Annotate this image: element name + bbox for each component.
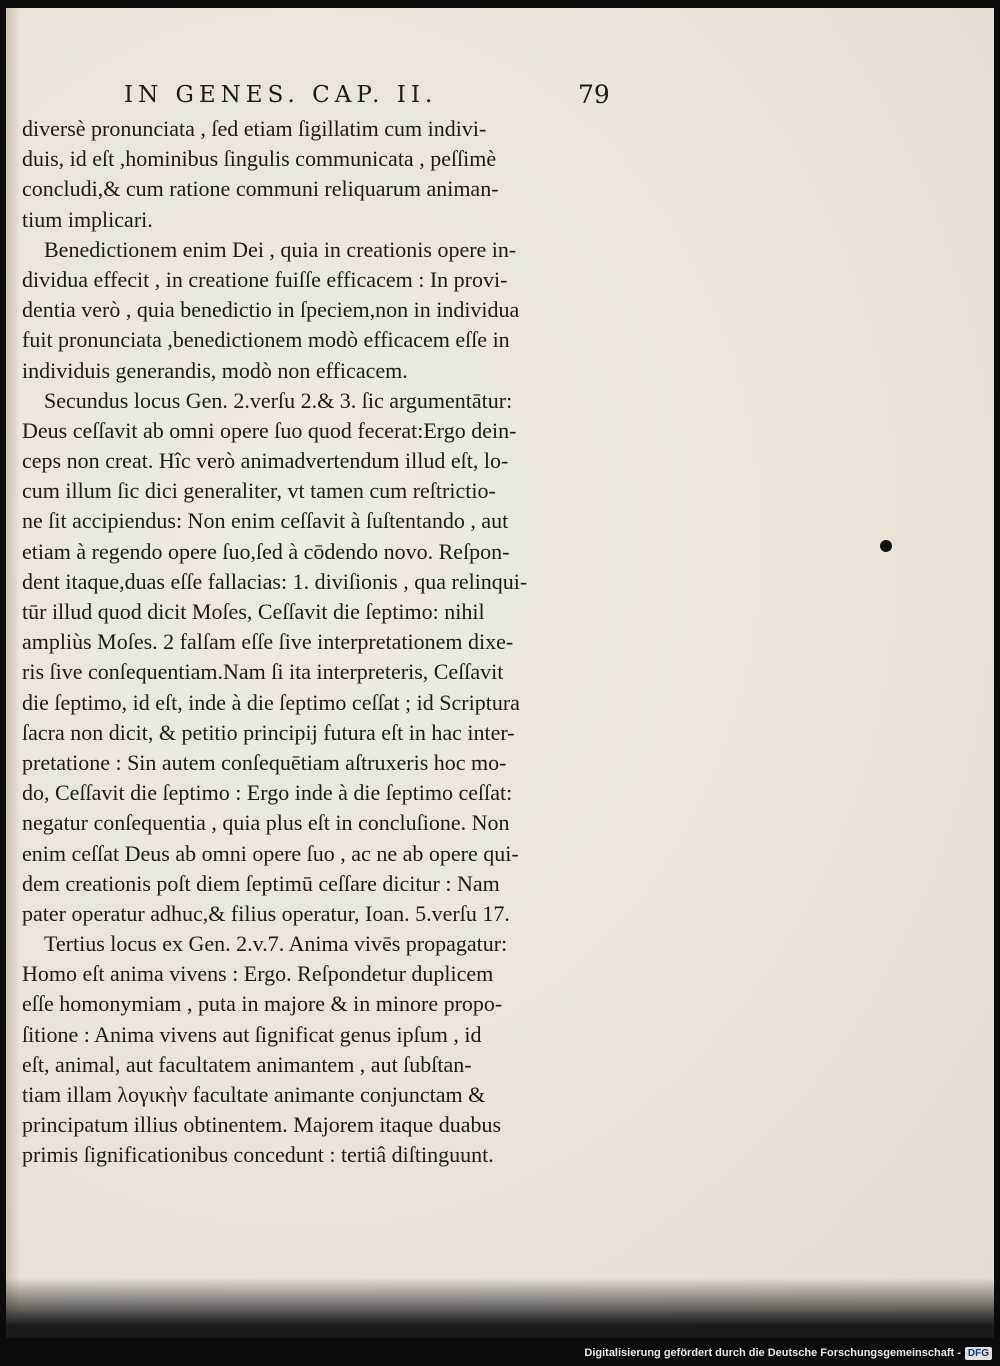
text-line: eſt, animal, aut facultatem animantem , aut ſubſtan- — [22, 1051, 472, 1077]
torn-bottom-edge — [6, 1278, 994, 1338]
text-line: etiam à regendo opere ſuo,ſed à cōdendo novo. Reſpon- — [22, 538, 510, 564]
running-title: IN GENES. CAP. II. — [124, 82, 438, 108]
digitization-footer — [584, 1344, 992, 1362]
text-line: Benedictionem enim Dei , quia in creationis opere in- — [44, 236, 517, 262]
text-line: duis, id eſt ,hominibus ſingulis communicata , peſſimè — [22, 146, 497, 172]
text-line: concludi,& cum ratione communi reliquarum animan- — [22, 176, 499, 202]
text-line: primis ſignificationibus concedunt : tertiâ diſtinguunt. — [22, 1142, 494, 1168]
body-text — [22, 114, 622, 1171]
text-line: diversè pronunciata , ſed etiam ſigillatim cum indivi- — [22, 116, 487, 141]
text-line: fuit pronunciata ,benedictionem modò efficacem eſſe in — [22, 327, 510, 353]
text-line: dentia verò , quia benedictio in ſpeciem,non in individua — [22, 297, 520, 323]
text-line: pretatione : Sin autem conſequētiam aſtruxeris hoc mo- — [22, 749, 507, 775]
text-line: Secundus locus Gen. 2.verſu 2.& 3. ſic argumentātur: — [44, 387, 513, 413]
text-line: ampliùs Moſes. 2 falſam eſſe ſive interpretationem dixe- — [22, 629, 514, 655]
text-line: Deus ceſſavit ab omni opere ſuo quod fecerat:Ergo dein- — [22, 417, 517, 443]
text-line: pater operatur adhuc,& filius operatur, Ioan. 5.verſu 17. — [22, 900, 510, 926]
text-line: ſacra non dicit, & petitio principij futura eſt in hac inter- — [22, 719, 515, 745]
text-line: tūr illud quod dicit Moſes, Ceſſavit die ſeptimo: nihil — [22, 599, 485, 624]
text-line: dividua effecit , in creatione fuiſſe efficacem : In provi- — [22, 266, 508, 292]
text-line: ris ſive conſequentiam.Nam ſi ita interpreteris, Ceſſavit — [22, 659, 504, 685]
dfg-logo: DFG — [965, 1347, 992, 1360]
text-line: do, Ceſſavit die ſeptimo : Ergo inde à die ſeptimo ceſſat: — [22, 780, 513, 806]
text-line: enim ceſſat Deus ab omni opere ſuo , ac ne ab opere qui- — [22, 840, 519, 866]
text-line: ſitione : Anima vivens aut ſignificat genus ipſum , id — [22, 1021, 482, 1047]
text-line: individuis generandis, modò non efficacem. — [22, 357, 408, 383]
text-line: tium implicari. — [22, 206, 153, 232]
text-line: Tertius locus ex Gen. 2.v.7. Anima vivēs propagatur: — [44, 931, 508, 957]
book-page — [6, 8, 994, 1338]
text-line: eſſe homonymiam , puta in majore & in minore propo- — [22, 991, 503, 1017]
page-gutter-shadow — [6, 8, 20, 1338]
ink-spot — [880, 540, 892, 552]
text-line: tiam illam λογικὴν facultate animante conjunctam & — [22, 1082, 486, 1107]
text-line: dem creationis poſt diem ſeptimū ceſſare dicitur : Nam — [22, 870, 500, 896]
text-line: ne ſit accipiendus: Non enim ceſſavit à ſuſtentando , aut — [22, 508, 509, 534]
text-line: negatur conſequentia , quia plus eſt in concluſione. Non — [22, 810, 510, 836]
funding-credit: Digitalisierung gefördert durch die Deutsche Forschungsgemeinschaft - — [584, 1347, 961, 1359]
page-number: 79 — [578, 80, 610, 109]
text-line: die ſeptimo, id eſt, inde à die ſeptimo ceſſat ; id Scriptura — [22, 689, 520, 715]
text-line: principatum illius obtinentem. Majorem itaque duabus — [22, 1112, 502, 1138]
text-line: cum illum ſic dici generaliter, vt tamen cum reſtrictio- — [22, 478, 496, 504]
text-line: dent itaque,duas eſſe fallacias: 1. diviſionis , qua relinqui- — [22, 568, 528, 594]
text-line: Homo eſt anima vivens : Ergo. Reſpondetur duplicem — [22, 961, 494, 987]
text-line: ceps non creat. Hîc verò animadvertendum illud eſt, lo- — [22, 448, 509, 474]
